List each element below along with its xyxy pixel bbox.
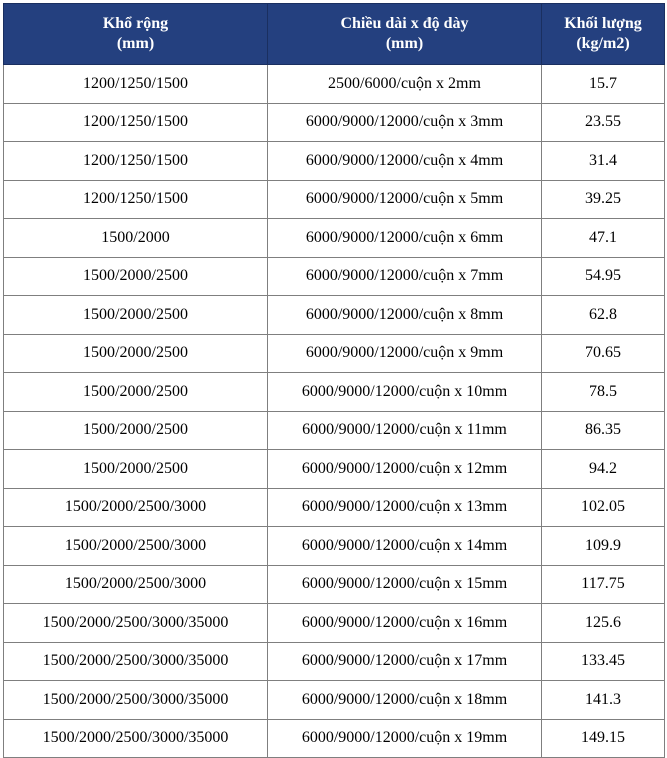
cell-weight: 70.65 [542, 334, 665, 373]
cell-length-thickness: 6000/9000/12000/cuộn x 12mm [268, 450, 542, 489]
cell-width: 1500/2000/2500/3000 [4, 565, 268, 604]
cell-weight: 86.35 [542, 411, 665, 450]
table-row [4, 719, 665, 758]
cell-length-thickness: 6000/9000/12000/cuộn x 14mm [268, 527, 542, 566]
cell-weight: 23.55 [542, 103, 665, 142]
cell-width: 1500/2000/2500 [4, 257, 268, 296]
cell-width: 1500/2000/2500 [4, 373, 268, 412]
table-row [4, 450, 665, 489]
cell-weight: 62.8 [542, 296, 665, 335]
cell-length-thickness: 6000/9000/12000/cuộn x 8mm [268, 296, 542, 335]
cell-length-thickness: 6000/9000/12000/cuộn x 15mm [268, 565, 542, 604]
cell-weight: 133.45 [542, 642, 665, 681]
table-row [4, 373, 665, 412]
cell-length-thickness: 6000/9000/12000/cuộn x 6mm [268, 219, 542, 258]
cell-length-thickness: 6000/9000/12000/cuộn x 7mm [268, 257, 542, 296]
header-weight [542, 4, 665, 65]
cell-width: 1500/2000/2500 [4, 334, 268, 373]
cell-length-thickness: 6000/9000/12000/cuộn x 13mm [268, 488, 542, 527]
table-row [4, 411, 665, 450]
table-row [4, 642, 665, 681]
table-row [4, 334, 665, 373]
table-header [4, 4, 665, 65]
cell-width: 1500/2000/2500 [4, 411, 268, 450]
header-row [4, 4, 665, 65]
table-body [4, 65, 665, 758]
cell-width: 1500/2000/2500 [4, 296, 268, 335]
cell-width: 1500/2000/2500/3000 [4, 527, 268, 566]
header-length-thickness-title: Chiều dài x độ dày [340, 15, 469, 32]
cell-weight: 149.15 [542, 719, 665, 758]
table-row [4, 219, 665, 258]
cell-weight: 141.3 [542, 681, 665, 720]
table-row [4, 604, 665, 643]
cell-length-thickness: 6000/9000/12000/cuộn x 5mm [268, 180, 542, 219]
cell-width: 1200/1250/1500 [4, 65, 268, 104]
cell-weight: 31.4 [542, 142, 665, 181]
cell-width: 1500/2000/2500/3000/35000 [4, 719, 268, 758]
table-row [4, 180, 665, 219]
cell-length-thickness: 6000/9000/12000/cuộn x 3mm [268, 103, 542, 142]
cell-weight: 78.5 [542, 373, 665, 412]
cell-weight: 94.2 [542, 450, 665, 489]
table-row [4, 103, 665, 142]
cell-weight: 125.6 [542, 604, 665, 643]
cell-weight: 47.1 [542, 219, 665, 258]
cell-length-thickness: 6000/9000/12000/cuộn x 18mm [268, 681, 542, 720]
table-row [4, 565, 665, 604]
table-row [4, 296, 665, 335]
header-width [4, 4, 268, 65]
cell-width: 1200/1250/1500 [4, 180, 268, 219]
cell-weight: 109.9 [542, 527, 665, 566]
table-row [4, 681, 665, 720]
table-row [4, 488, 665, 527]
header-width-unit: (mm) [116, 35, 155, 52]
cell-width: 1500/2000/2500/3000/35000 [4, 642, 268, 681]
cell-weight: 39.25 [542, 180, 665, 219]
header-weight-title: Khối lượng [564, 15, 642, 32]
table-row [4, 527, 665, 566]
cell-width: 1500/2000/2500/3000/35000 [4, 604, 268, 643]
header-weight-unit: (kg/m2) [576, 35, 630, 52]
cell-width: 1500/2000/2500/3000 [4, 488, 268, 527]
cell-length-thickness: 6000/9000/12000/cuộn x 17mm [268, 642, 542, 681]
cell-width: 1200/1250/1500 [4, 103, 268, 142]
cell-width: 1500/2000/2500/3000/35000 [4, 681, 268, 720]
cell-width: 1200/1250/1500 [4, 142, 268, 181]
table-row [4, 257, 665, 296]
cell-weight: 15.7 [542, 65, 665, 104]
header-length-thickness [268, 4, 542, 65]
cell-weight: 54.95 [542, 257, 665, 296]
cell-weight: 117.75 [542, 565, 665, 604]
cell-length-thickness: 6000/9000/12000/cuộn x 10mm [268, 373, 542, 412]
header-width-title: Khổ rộng [102, 15, 169, 32]
cell-length-thickness: 6000/9000/12000/cuộn x 4mm [268, 142, 542, 181]
table-row [4, 65, 665, 104]
cell-weight: 102.05 [542, 488, 665, 527]
steel-spec-table [3, 3, 665, 758]
cell-length-thickness: 6000/9000/12000/cuộn x 16mm [268, 604, 542, 643]
cell-width: 1500/2000 [4, 219, 268, 258]
cell-length-thickness: 6000/9000/12000/cuộn x 11mm [268, 411, 542, 450]
cell-width: 1500/2000/2500 [4, 450, 268, 489]
table-row [4, 142, 665, 181]
cell-length-thickness: 6000/9000/12000/cuộn x 9mm [268, 334, 542, 373]
cell-length-thickness: 2500/6000/cuộn x 2mm [268, 65, 542, 104]
header-length-thickness-unit: (mm) [385, 35, 424, 52]
cell-length-thickness: 6000/9000/12000/cuộn x 19mm [268, 719, 542, 758]
